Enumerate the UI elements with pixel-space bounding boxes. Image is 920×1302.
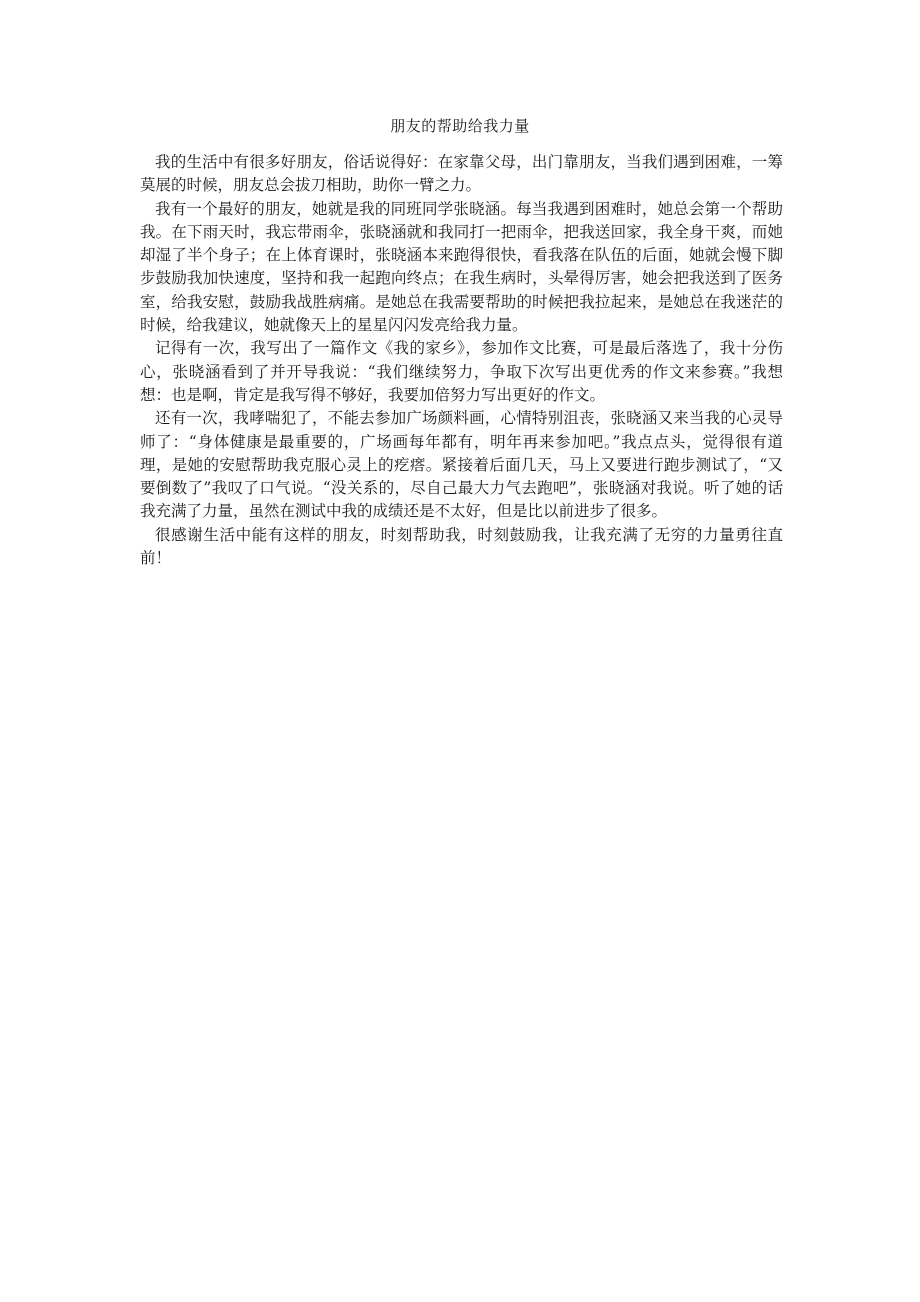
document-title: 朋友的帮助给我力量 — [390, 117, 530, 135]
paragraph: 我的生活中有很多好朋友，俗话说得好：在家靠父母，出门靠朋友，当我们遇到困难，一筹莫展的时候，朋友总会拔刀相助，助你一臂之力。 — [140, 153, 783, 195]
paragraph: 很感谢生活中能有这样的朋友，时刻帮助我，时刻鼓励我，让我充满了无穷的力量勇往直前！ — [140, 525, 783, 568]
paragraph: 我有一个最好的朋友，她就是我的同班同学张晓涵。每当我遇到困难时，她总会第一个帮助我。在下雨天时，我忘带雨伞，张晓涵就和我同打一把雨伞，把我送回家，我全身干爽，而她却湿了半个身子；在上体育课时，张晓涵本来跑得很快，看我落在队伍的后面，她就会慢下脚步鼓励我加快速度，坚持和我一起跑向终点；在我生病时，头晕得厉害，她会把我送到了医务室，给我安慰，鼓励我战胜病痛。是她总在我需要帮助的时候把我拉起来，是她总在我迷茫的时候，给我建议，她就像天上的星星闪闪发亮给我力量。 — [140, 199, 783, 335]
document-body — [140, 151, 783, 570]
paragraph: 记得有一次，我写出了一篇作文《我的家乡》，参加作文比赛，可是最后落选了，我十分伤心，张晓涵看到了并开导我说：“我们继续努力，争取下次写出更优秀的作文来参赛。”我想想：也是啊，肯定是我写得不够好，我要加倍努力写出更好的作文。 — [140, 339, 783, 404]
paragraph: 还有一次，我哮喘犯了，不能去参加广场颜料画，心情特别沮丧，张晓涵又来当我的心灵导师了：“身体健康是最重要的，广场画每年都有，明年再来参加吧。”我点点头，觉得很有道理，是她的安慰帮助我克服心灵上的疙瘩。紧接着后面几天，马上又要进行跑步测试了，“又要倒数了”我叹了口气说。“没关系的，尽自己最大力气去跑吧”，张晓涵对我说。听了她的话我充满了力量，虽然在测试中我的成绩还是不太好，但是比以前进步了很多。 — [140, 409, 783, 521]
